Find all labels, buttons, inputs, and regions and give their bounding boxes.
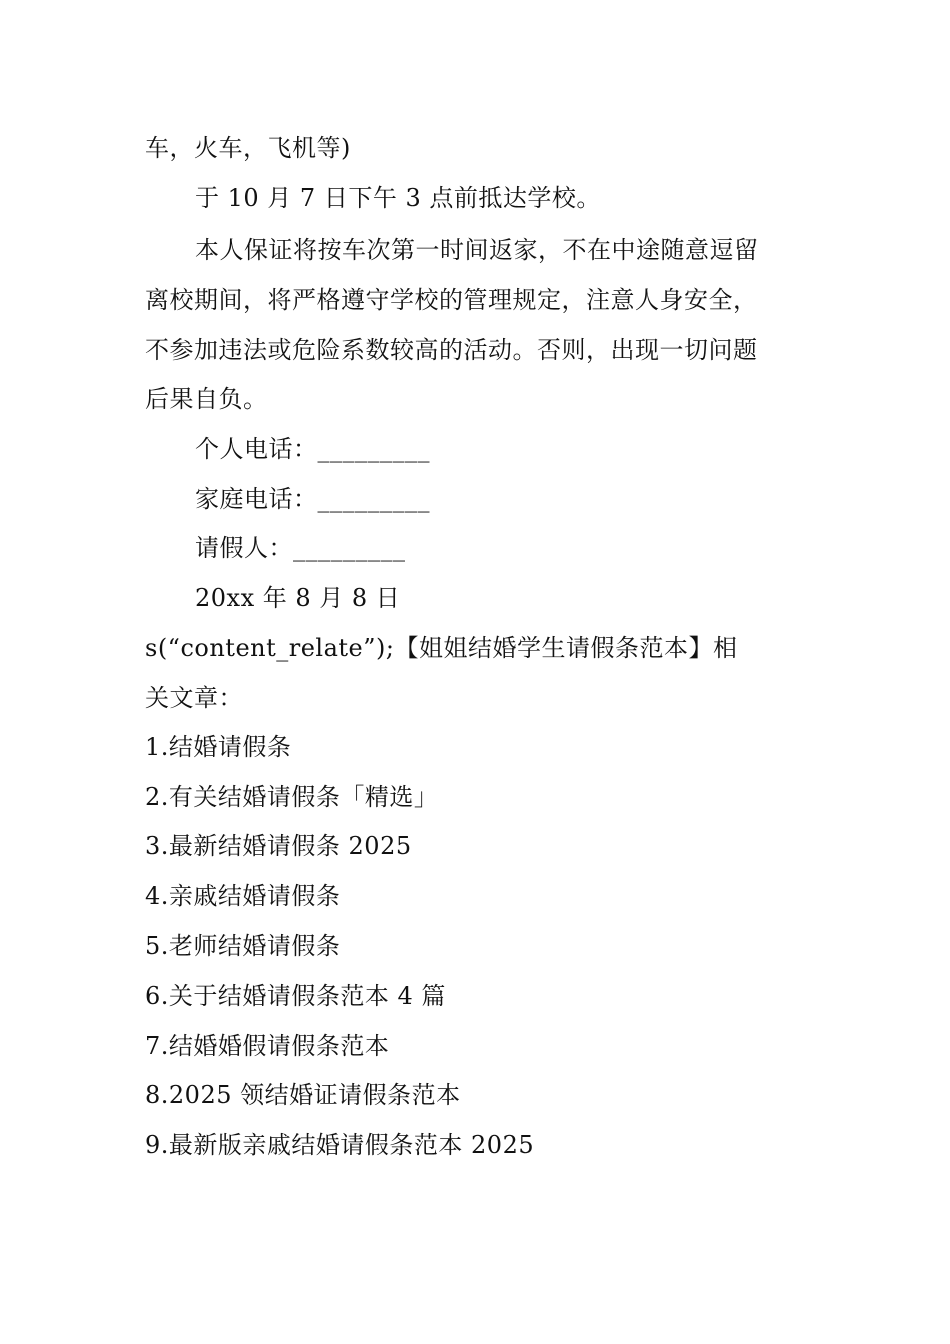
paragraph-tail: 车，火车，飞机等) [145, 134, 351, 162]
arrival-text: 于 10 月 7 日下午 3 点前抵达学校。 [195, 184, 601, 212]
related-article-7[interactable]: 7.结婚婚假请假条范本 [145, 1032, 390, 1060]
related-article-3[interactable]: 3.最新结婚请假条 2025 [145, 832, 412, 860]
related-article-8[interactable]: 8.2025 领结婚证请假条范本 [145, 1081, 461, 1109]
personal-phone: 个人电话：_________ [195, 435, 430, 463]
related-article-9[interactable]: 9.最新版亲戚结婚请假条范本 2025 [145, 1131, 535, 1159]
applicant: 请假人：_________ [195, 534, 406, 562]
pledge-line-1: 本人保证将按车次第一时间返家，不在中途随意逗留 [195, 236, 759, 264]
pledge-line-3: 不参加违法或危险系数较高的活动。否则，出现一切问题 [145, 336, 758, 364]
home-phone: 家庭电话：_________ [195, 485, 430, 513]
related-intro-line-1: s(“content_relate”);【姐姐结婚学生请假条范本】相 [145, 634, 738, 662]
related-article-1[interactable]: 1.结婚请假条 [145, 733, 292, 761]
related-article-2[interactable]: 2.有关结婚请假条「精选」 [145, 783, 439, 811]
date-text: 20xx 年 8 月 8 日 [195, 584, 401, 612]
pledge-line-2: 离校期间，将严格遵守学校的管理规定，注意人身安全， [145, 286, 758, 314]
related-article-6[interactable]: 6.关于结婚请假条范本 4 篇 [145, 982, 446, 1010]
related-intro-line-2: 关文章： [145, 684, 243, 712]
pledge-line-4: 后果自负。 [145, 385, 268, 413]
related-article-5[interactable]: 5.老师结婚请假条 [145, 932, 341, 960]
related-article-4[interactable]: 4.亲戚结婚请假条 [145, 882, 341, 910]
